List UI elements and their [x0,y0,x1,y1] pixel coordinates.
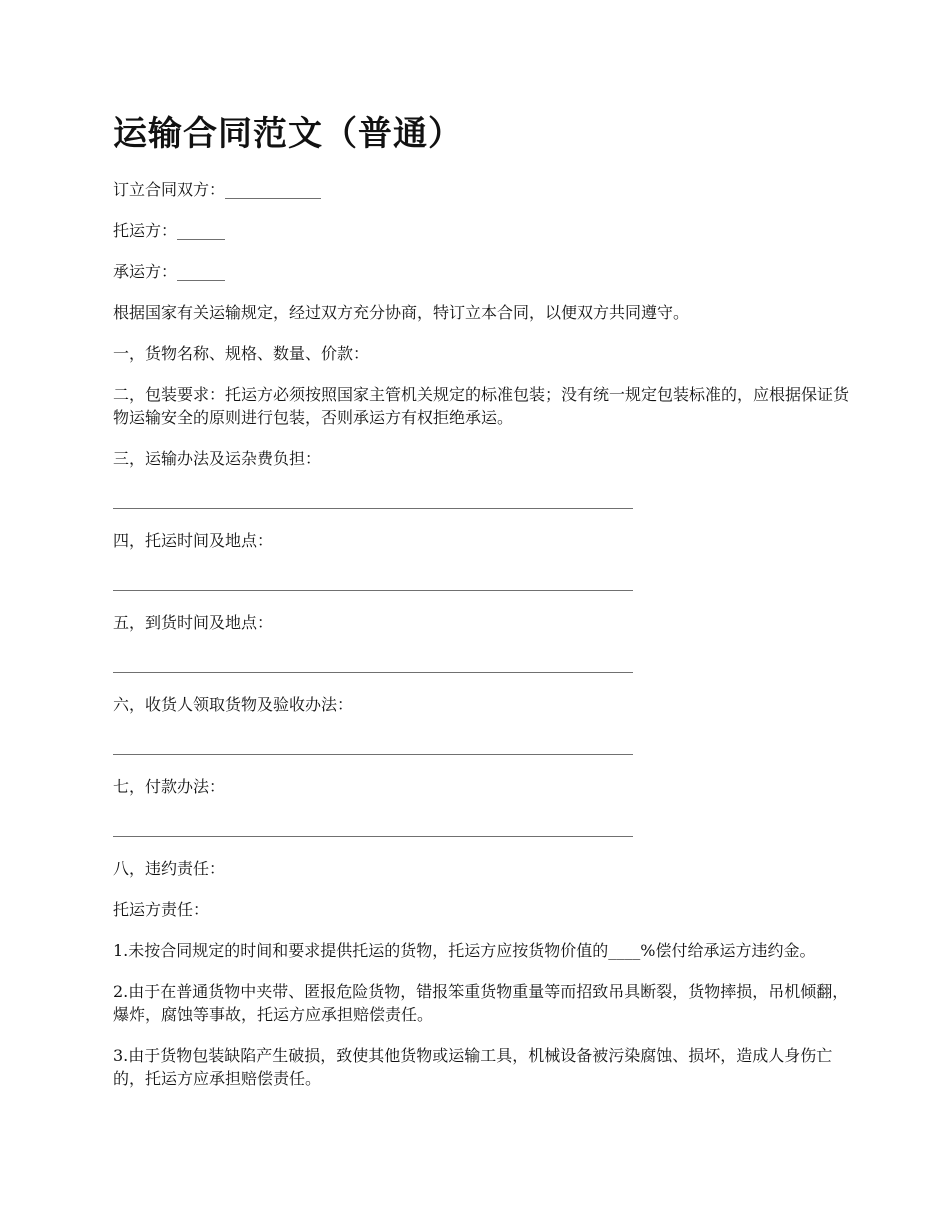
liability-item-1: 1.未按合同规定的时间和要求提供托运的货物，托运方应按货物价值的____%偿付给承运方违约金。 [113,941,816,960]
preamble-paragraph: 根据国家有关运输规定，经过双方充分协商，特订立本合同，以便双方共同遵守。 [113,303,690,322]
shipper-line: 托运方：______ [113,221,226,240]
liability-item-3: 3.由于货物包装缺陷产生破损，致使其他货物或运输工具，机械设备被污染腐蚀、损坏，造成人身伤亡的，托运方应承担赔偿责任。 [113,1046,833,1088]
clause-8-liability: 八，违约责任： [113,859,226,878]
document-title: 运输合同范文（普通） [113,114,463,154]
shipper-liability-heading: 托运方责任： [113,900,210,919]
liability-item-2: 2.由于在普通货物中夹带、匿报危险货物，错报笨重货物重量等而招致吊具断裂，货物摔损，吊机倾翻，爆炸，腐蚀等事故，托运方应承担赔偿责任。 [113,982,849,1024]
carrier-line: 承运方：______ [113,262,226,281]
clause-4-blank-line: _________________________________________________________________ [113,572,633,591]
clause-7-blank-line: _________________________________________________________________ [113,818,633,837]
parties-line: 订立合同双方：____________ [113,180,322,199]
clause-1-goods: 一，货物名称、规格、数量、价款： [113,344,370,363]
clause-3-blank-line: _________________________________________________________________ [113,490,633,509]
clause-5-arrival-time: 五，到货时间及地点： [113,613,274,632]
clause-4-shipping-time: 四，托运时间及地点： [113,531,274,550]
clause-7-payment: 七，付款办法： [113,777,226,796]
clause-3-transport-method: 三，运输办法及运杂费负担： [113,449,322,468]
clause-2-packaging: 二，包装要求：托运方必须按照国家主管机关规定的标准包装；没有统一规定包装标准的，应根据保证货物运输安全的原则进行包装，否则承运方有权拒绝承运。 [113,385,850,427]
clause-6-blank-line: _________________________________________________________________ [113,736,633,755]
clause-6-receipt-inspection: 六，收货人领取货物及验收办法： [113,695,354,714]
clause-5-blank-line: _________________________________________________________________ [113,654,633,673]
